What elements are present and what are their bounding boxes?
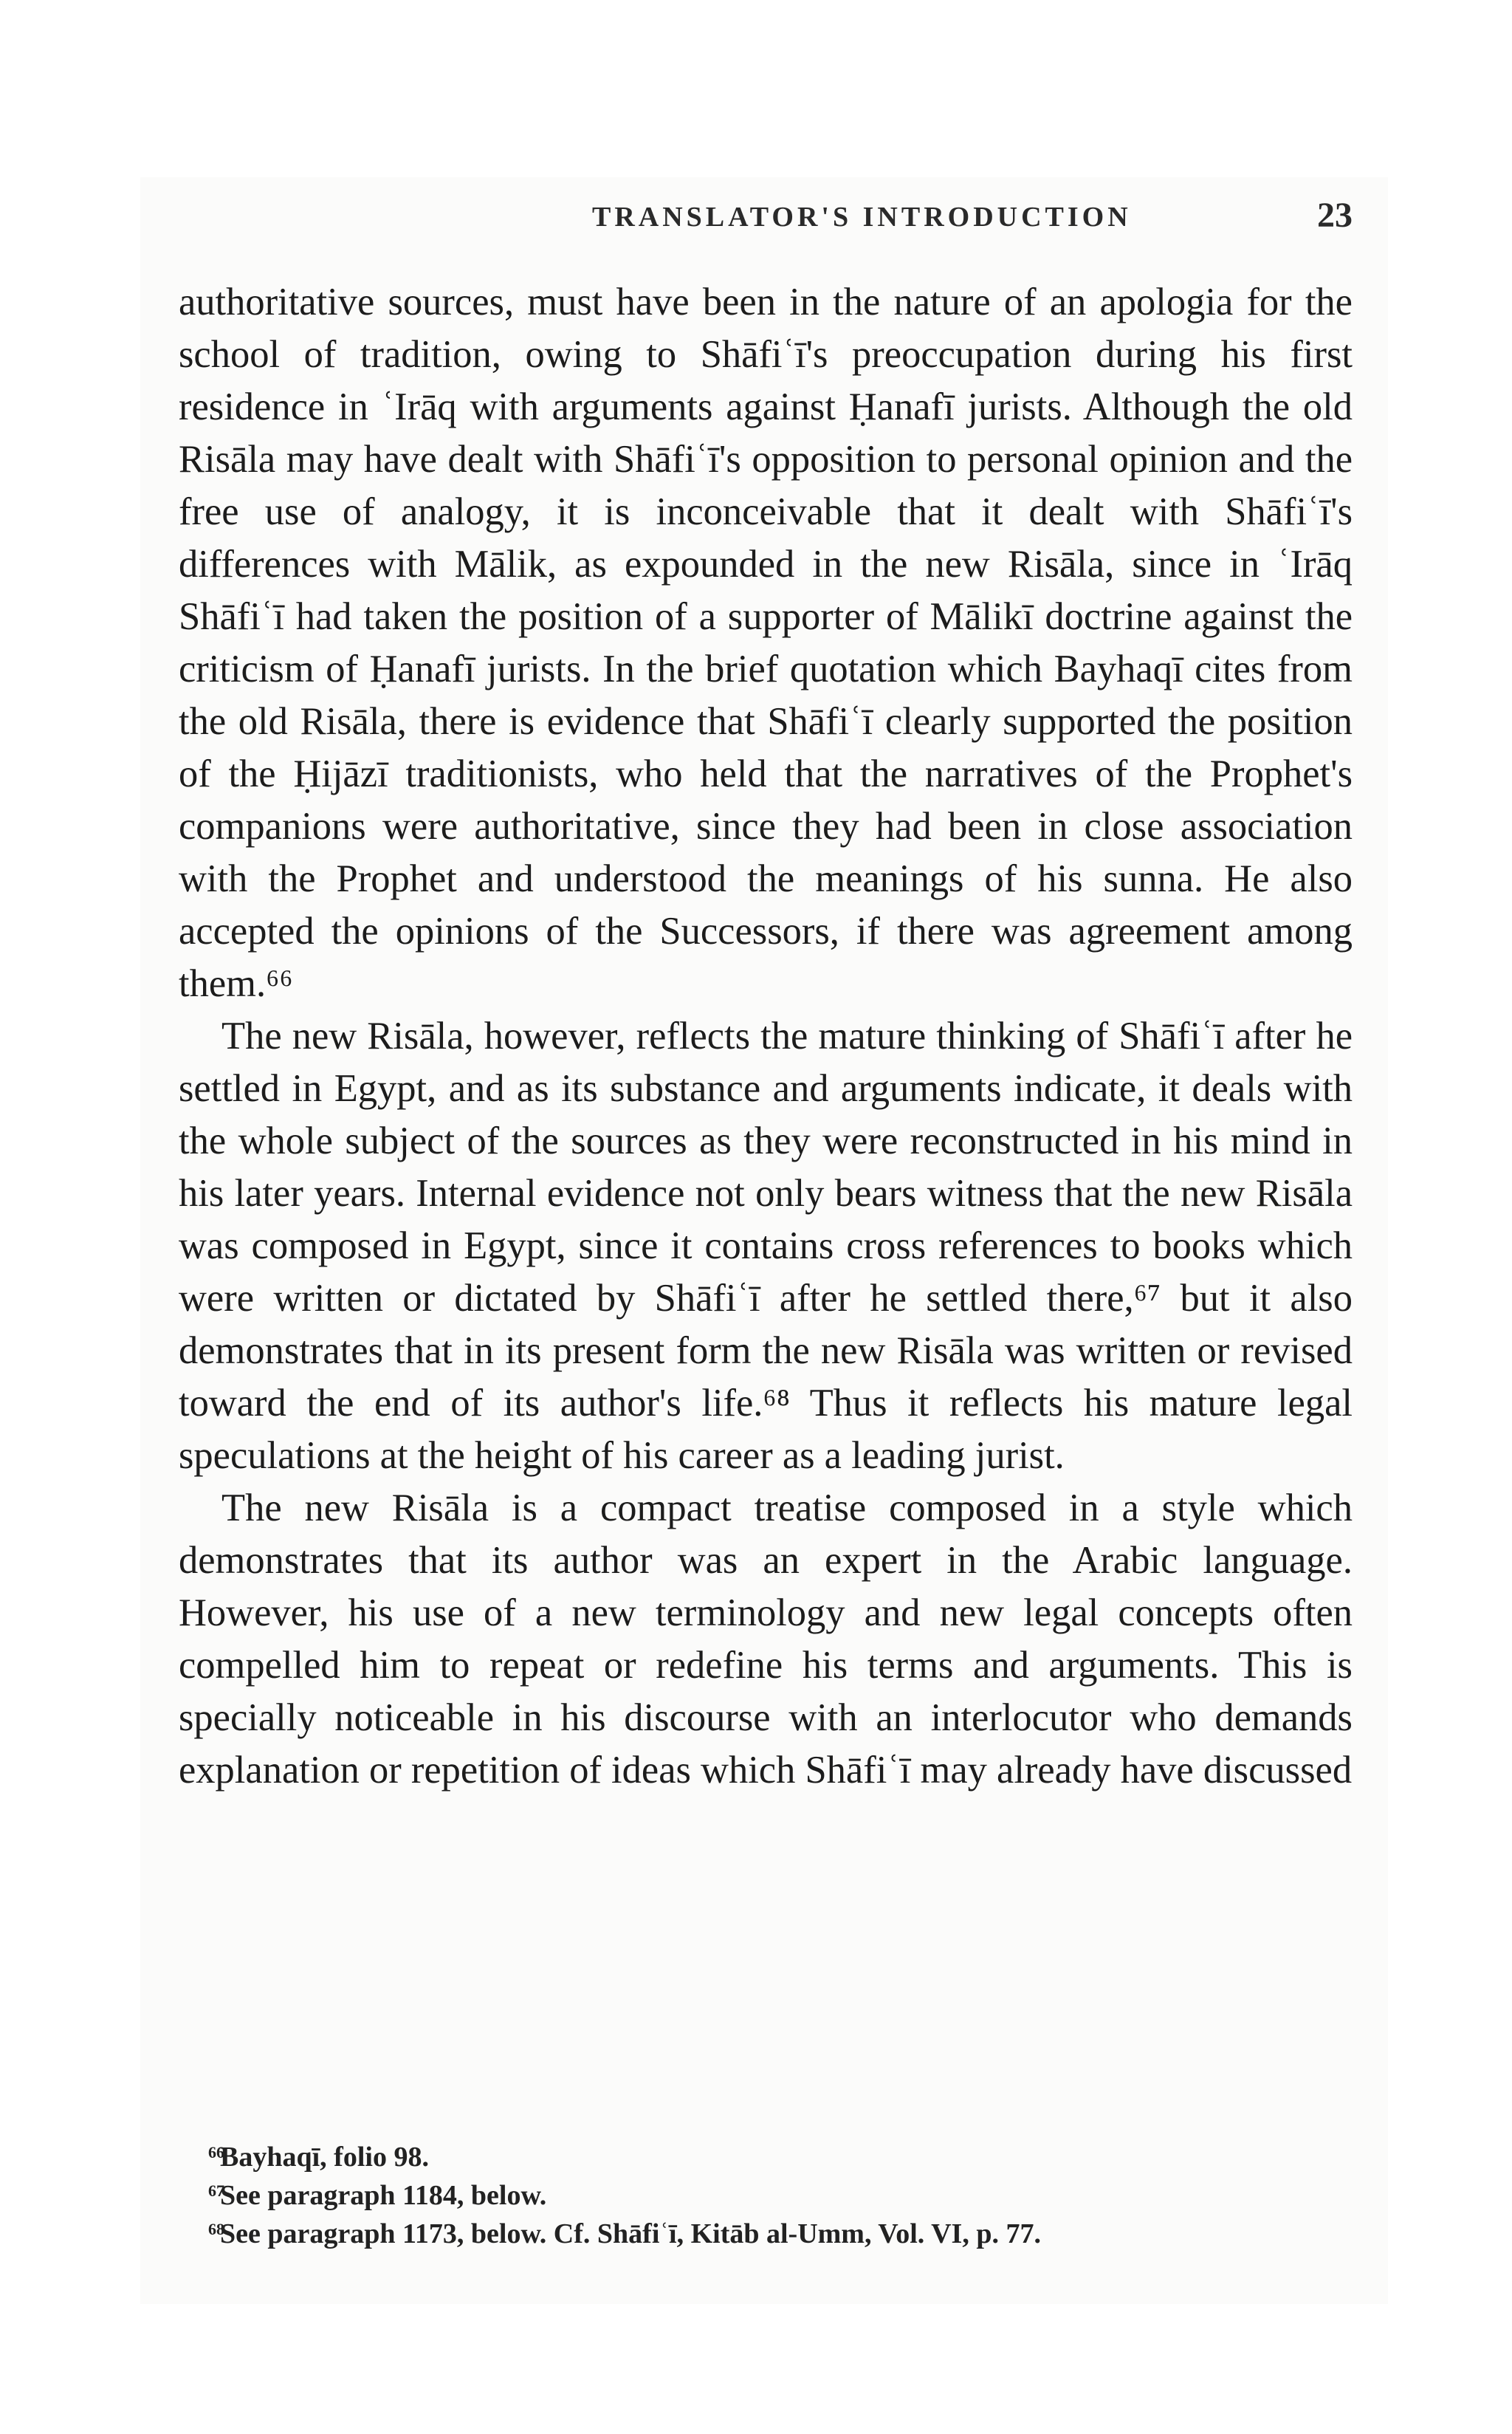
footnote-text: See paragraph 1173, below. Cf. Shāfiʿī, Kitāb al-Umm, Vol. VI, p. 77. bbox=[220, 2218, 1041, 2249]
running-head: TRANSLATOR'S INTRODUCTION bbox=[592, 202, 1132, 233]
paragraph-new-risala: The new Risāla, however, reflects the mature thinking of Shāfiʿī after he settled in Egypt, and as its substance and arguments indicate, it deals with the whole subject of the sources as they were reconstructed in his mind in his later years. Internal evidence not only bears witness that the new Risāla was composed in Egypt, since it contains cross references to books which were written or dictated by Shāfiʿī after he settled there,⁶⁷ but it also demonstrates that in its present form the new Risāla was written or revised toward the end of its author's life.⁶⁸ Thus it reflects his mature legal speculations at the height of his career as a leading jurist. bbox=[179, 1015, 1353, 1477]
paragraph-compact-treatise: The new Risāla is a compact treatise composed in a style which demonstrates that its author was an expert in the Arabic language. However, his use of a new terminology and new legal concepts often compelled him to repeat or redefine his terms and arguments. This is specially noticeable in his discourse with an interlocutor who demands explanation or repetition of ideas which Shāfiʿī may already have discussed bbox=[179, 1487, 1353, 1792]
page-header bbox=[179, 193, 1353, 245]
footnote-mark: 68 bbox=[208, 2220, 224, 2238]
paragraph-continued: authoritative sources, must have been in the nature of an apologia for the school of tradition, owing to Shāfiʿī's preoccupation during his first residence in ʿIrāq with arguments against Ḥanafī jurists. Although the old Risāla may have dealt with Shāfiʿī's opposition to personal opinion and the free use of analogy, it is inconceivable that it dealt with Shāfiʿī's differences with Mālik, as expounded in the new Risāla, since in ʿIrāq Shāfiʿī had taken the position of a supporter of Mālikī doctrine against the criticism of Ḥanafī jurists. In the brief quotation which Bayhaqī cites from the old Risāla, there is evidence that Shāfiʿī clearly supported the position of the Ḥijāzī traditionists, who held that the narratives of the Prophet's companions were authoritative, since they had been in close association with the Prophet and understood the meanings of his sunna. He also accepted the opinions of the Successors, if there was agreement among them.⁶⁶ bbox=[179, 281, 1353, 1005]
footnote-67 bbox=[179, 2176, 1353, 2215]
footnote-text: Bayhaqī, folio 98. bbox=[220, 2142, 429, 2173]
footnote-68 bbox=[179, 2215, 1353, 2253]
body-text bbox=[179, 276, 1353, 1797]
page-number: 23 bbox=[1317, 196, 1353, 235]
footnote-66 bbox=[179, 2138, 1353, 2176]
footnote-text: See paragraph 1184, below. bbox=[220, 2180, 547, 2211]
footnote-mark: 67 bbox=[208, 2181, 224, 2200]
footnotes bbox=[179, 2138, 1353, 2253]
footnote-mark: 66 bbox=[208, 2143, 224, 2162]
